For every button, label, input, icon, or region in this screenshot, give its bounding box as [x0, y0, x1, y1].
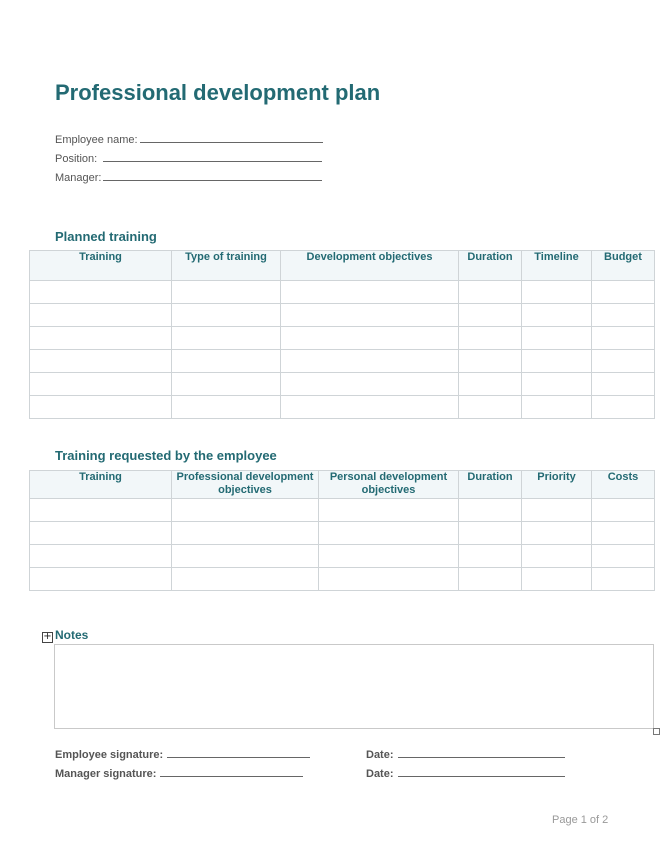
table-cell[interactable] — [30, 327, 172, 350]
column-header: Personal development objectives — [319, 471, 459, 499]
requested-training-table — [29, 470, 655, 591]
table-move-handle-icon[interactable]: + — [43, 631, 52, 642]
table-cell[interactable] — [522, 568, 592, 591]
employee-signature-field[interactable] — [55, 748, 310, 762]
table-cell[interactable] — [319, 545, 459, 568]
table-row — [30, 281, 655, 304]
position-line[interactable] — [103, 152, 322, 162]
table-row — [30, 499, 655, 522]
table-cell[interactable] — [30, 499, 172, 522]
table-cell[interactable] — [172, 281, 281, 304]
table-cell[interactable] — [172, 568, 319, 591]
table-cell[interactable] — [459, 350, 522, 373]
position-field[interactable] — [55, 152, 322, 166]
table-cell[interactable] — [592, 373, 655, 396]
table-cell[interactable] — [172, 304, 281, 327]
table-cell[interactable] — [459, 327, 522, 350]
manager-field[interactable] — [55, 171, 322, 185]
table-cell[interactable] — [30, 281, 172, 304]
table-cell[interactable] — [592, 568, 655, 591]
document-title: Professional development plan — [55, 80, 381, 105]
employee-name-label: Employee name: — [55, 134, 138, 146]
table-cell[interactable] — [30, 568, 172, 591]
table-cell[interactable] — [592, 327, 655, 350]
table-row — [30, 396, 655, 419]
column-header: Costs — [592, 471, 655, 499]
page-number: Page 1 of 2 — [552, 814, 609, 826]
resize-handle-icon[interactable] — [653, 728, 660, 735]
table-cell[interactable] — [172, 396, 281, 419]
employee-date-label: Date: — [366, 749, 394, 761]
table-cell[interactable] — [459, 373, 522, 396]
employee-signature-line[interactable] — [167, 748, 310, 758]
table-cell[interactable] — [459, 281, 522, 304]
table-cell[interactable] — [281, 396, 459, 419]
column-header: Duration — [459, 471, 522, 499]
table-cell[interactable] — [522, 499, 592, 522]
table-cell[interactable] — [172, 373, 281, 396]
manager-signature-field[interactable] — [55, 767, 303, 781]
table-cell[interactable] — [522, 304, 592, 327]
table-cell[interactable] — [30, 545, 172, 568]
manager-date-label: Date: — [366, 768, 394, 780]
table-row — [30, 545, 655, 568]
table-cell[interactable] — [30, 304, 172, 327]
table-cell[interactable] — [592, 545, 655, 568]
table-cell[interactable] — [592, 522, 655, 545]
column-header: Development objectives — [281, 251, 459, 281]
table-cell[interactable] — [592, 396, 655, 419]
employee-signature-label: Employee signature: — [55, 749, 164, 761]
employee-date-line[interactable] — [398, 748, 565, 758]
table-cell[interactable] — [522, 373, 592, 396]
table-cell[interactable] — [459, 304, 522, 327]
table-cell[interactable] — [522, 522, 592, 545]
planned-training-heading: Planned training — [55, 229, 157, 244]
manager-date-line[interactable] — [398, 767, 565, 777]
table-cell[interactable] — [319, 499, 459, 522]
table-cell[interactable] — [459, 499, 522, 522]
table-cell[interactable] — [172, 545, 319, 568]
table-row — [30, 568, 655, 591]
column-header: Timeline — [522, 251, 592, 281]
table-cell[interactable] — [592, 304, 655, 327]
manager-signature-line[interactable] — [160, 767, 303, 777]
table-row — [30, 327, 655, 350]
requested-training-heading: Training requested by the employee — [55, 448, 277, 463]
table-cell[interactable] — [30, 396, 172, 419]
table-row — [30, 522, 655, 545]
table-cell[interactable] — [281, 327, 459, 350]
table-row — [30, 304, 655, 327]
notes-box[interactable] — [54, 644, 654, 729]
table-cell[interactable] — [319, 522, 459, 545]
manager-line[interactable] — [103, 171, 322, 181]
table-cell[interactable] — [172, 350, 281, 373]
table-cell[interactable] — [459, 396, 522, 419]
table-cell[interactable] — [522, 350, 592, 373]
table-cell[interactable] — [281, 373, 459, 396]
table-cell[interactable] — [522, 281, 592, 304]
column-header: Budget — [592, 251, 655, 281]
table-cell[interactable] — [319, 568, 459, 591]
table-cell[interactable] — [172, 327, 281, 350]
table-cell[interactable] — [30, 350, 172, 373]
table-cell[interactable] — [592, 499, 655, 522]
column-header: Training — [30, 471, 172, 499]
requested-training-header-row — [30, 471, 655, 499]
table-cell[interactable] — [592, 281, 655, 304]
planned-training-header-row — [30, 251, 655, 281]
table-row — [30, 350, 655, 373]
column-header: Training — [30, 251, 172, 281]
table-cell[interactable] — [30, 373, 172, 396]
table-cell[interactable] — [522, 327, 592, 350]
manager-date-field[interactable] — [366, 767, 565, 781]
table-cell[interactable] — [172, 499, 319, 522]
employee-name-line[interactable] — [140, 133, 323, 143]
position-label: Position: — [55, 153, 98, 165]
column-header: Professional development objectives — [172, 471, 319, 499]
table-cell[interactable] — [592, 350, 655, 373]
column-header: Duration — [459, 251, 522, 281]
employee-name-field[interactable] — [55, 133, 323, 147]
table-cell[interactable] — [172, 522, 319, 545]
column-header: Priority — [522, 471, 592, 499]
notes-heading: Notes — [55, 628, 89, 642]
table-cell[interactable] — [30, 522, 172, 545]
employee-date-field[interactable] — [366, 748, 565, 762]
table-cell[interactable] — [281, 350, 459, 373]
table-row — [30, 373, 655, 396]
table-cell[interactable] — [281, 281, 459, 304]
manager-signature-label: Manager signature: — [55, 768, 157, 780]
table-cell[interactable] — [522, 396, 592, 419]
planned-training-table — [29, 250, 655, 419]
table-cell[interactable] — [459, 522, 522, 545]
table-cell[interactable] — [459, 545, 522, 568]
table-cell[interactable] — [281, 304, 459, 327]
column-header: Type of training — [172, 251, 281, 281]
table-cell[interactable] — [522, 545, 592, 568]
manager-label: Manager: — [55, 172, 102, 184]
table-cell[interactable] — [459, 568, 522, 591]
